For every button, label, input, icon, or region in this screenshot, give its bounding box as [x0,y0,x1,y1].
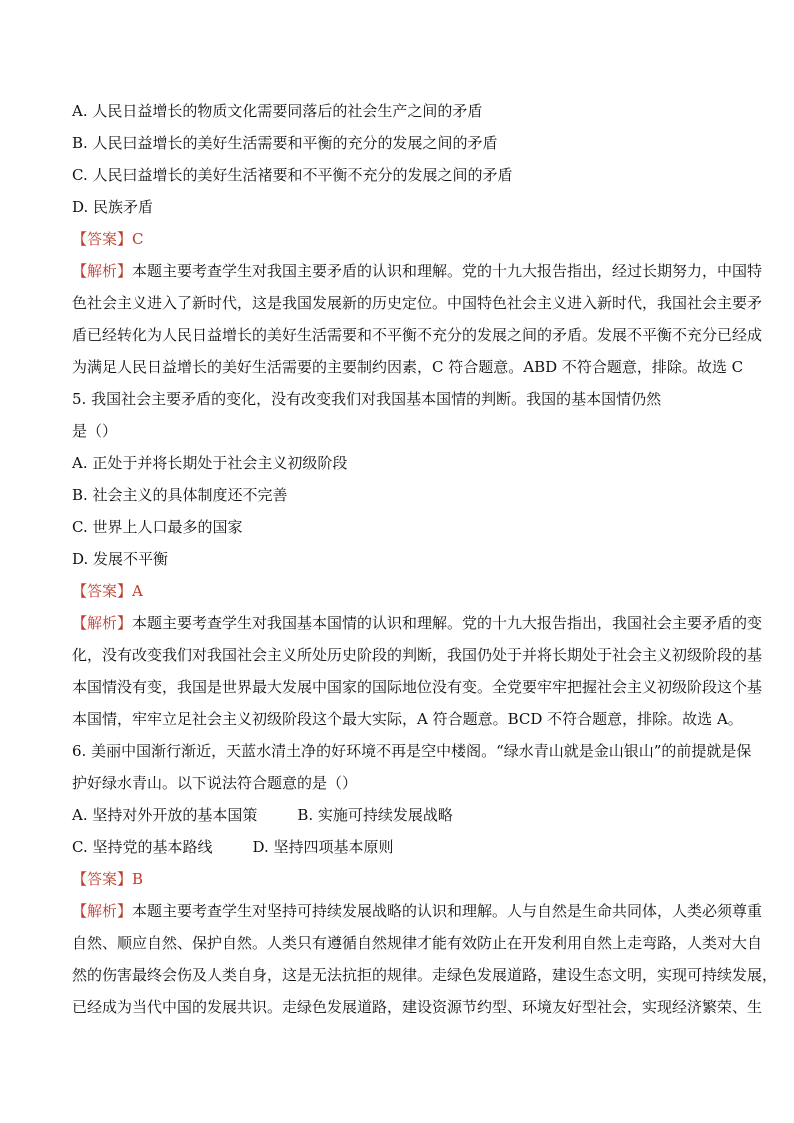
q5-option-d: D. 发展不平衡 [72,550,169,568]
q4-option-b: B. 人民曰益增长的美好生活需要和平衡的充分的发展之间的矛盾 [72,134,498,152]
q6-answer [72,869,722,889]
answer-tag: 【答案】 [72,870,133,888]
q4-option-d: D. 民族矛盾 [72,198,154,216]
q6-options-row-1 [72,805,722,825]
q5-analysis-line-1 [72,613,763,633]
q6-options-row-2 [72,837,722,857]
q4-analysis-line-4: 为满足人民日益增长的美好生活需要的主要制约因素，C 符合题意。ABD 不符合题意，排除。故选 C [72,358,744,376]
q6-option-b: B. 实施可持续发展战略 [297,806,453,824]
q4-analysis-line-1 [72,261,763,281]
q4-analysis-line-3: 盾已经转化为人民日益增长的美好生活需要和不平衡不充分的发展之间的矛盾。发展不平衡不充分已经成 [72,326,763,344]
q5-option-a: A. 正处于并将长期处于社会主义初级阶段 [72,454,348,472]
q5-option-c: C. 世界上人口最多的国家 [72,518,243,536]
q6-stem-line-2: 护好绿水青山。以下说法符合题意的是（） [72,774,358,792]
answer-value: B [132,870,144,888]
q4-option-a: A. 人民日益增长的物质文化需要同落后的社会生产之间的矛盾 [72,102,483,120]
q5-answer [72,581,722,601]
q4-analysis-line-2: 色社会主义进入了新时代，这是我国发展新的历史定位。中国特色社会主义进入新时代，我国社会主要矛 [72,294,763,312]
analysis-text: 本题主要考查学生对我国主要矛盾的认识和理解。党的十九大报告指出，经过长期努力，中国特 [132,262,763,280]
q6-option-c: C. 坚持党的基本路线 [72,838,213,856]
q6-analysis-line-2: 自然、顺应自然、保护自然。人类只有遵循自然规律才能有效防止在开发利用自然上走弯路，人类对大自 [72,934,763,952]
q6-stem-line-1: 6. 美丽中国渐行渐近，天蓝水清土净的好环境不再是空中楼阁。“绿水青山就是金山银山”的前提就是保 [72,742,752,760]
q6-analysis-line-3: 然的伤害最终会伤及人类自身，这是无法抗拒的规律。走绿色发展道路，建设生态文明，实现可持续发展， [72,966,778,984]
analysis-tag: 【解析】 [72,902,133,920]
answer-value: C [132,230,144,248]
answer-tag: 【答案】 [72,582,133,600]
q6-option-a: A. 坚持对外开放的基本国策 [72,806,258,824]
q5-analysis-line-4: 本国情，牢牢立足社会主义初级阶段这个最大实际，A 符合题意。BCD 不符合题意，排除。故选 A。 [72,710,743,728]
q5-stem-line-2: 是（） [72,422,118,440]
q6-analysis-line-1 [72,901,763,921]
q5-analysis-line-3: 本国情没有变，我国是世界最大发展中国家的国际地位没有变。全党要牢牢把握社会主义初级阶段这个基 [72,678,763,696]
q5-analysis-line-2: 化，没有改变我们对我国社会主义所处历史阶段的判断，我国仍处于并将长期处于社会主义初级阶段的基 [72,646,763,664]
analysis-text: 本题主要考查学生对坚持可持续发展战略的认识和理解。人与自然是生命共同体，人类必须尊重 [132,902,763,920]
q4-option-c: C. 人民曰益增长的美好生活褚要和不平衡不充分的发展之间的矛盾 [72,166,513,184]
analysis-tag: 【解析】 [72,614,133,632]
q5-option-b: B. 社会主义的具体制度还不完善 [72,486,288,504]
q6-analysis-line-4: 已经成为当代中国的发展共识。走绿色发展道路，建设资源节约型、环境友好型社会，实现经济繁荣、生 [72,998,763,1016]
answer-tag: 【答案】 [72,230,133,248]
q4-answer [72,229,722,249]
q6-option-d: D. 坚持四项基本原则 [252,838,394,856]
analysis-tag: 【解析】 [72,262,133,280]
q5-stem-line-1: 5. 我国社会主要矛盾的变化，没有改变我们对我国基本国情的判断。我国的基本国情仍然 [72,390,662,408]
analysis-text: 本题主要考查学生对我国基本国情的认识和理解。党的十九大报告指出，我国社会主要矛盾的变 [132,614,763,632]
answer-value: A [132,582,143,600]
